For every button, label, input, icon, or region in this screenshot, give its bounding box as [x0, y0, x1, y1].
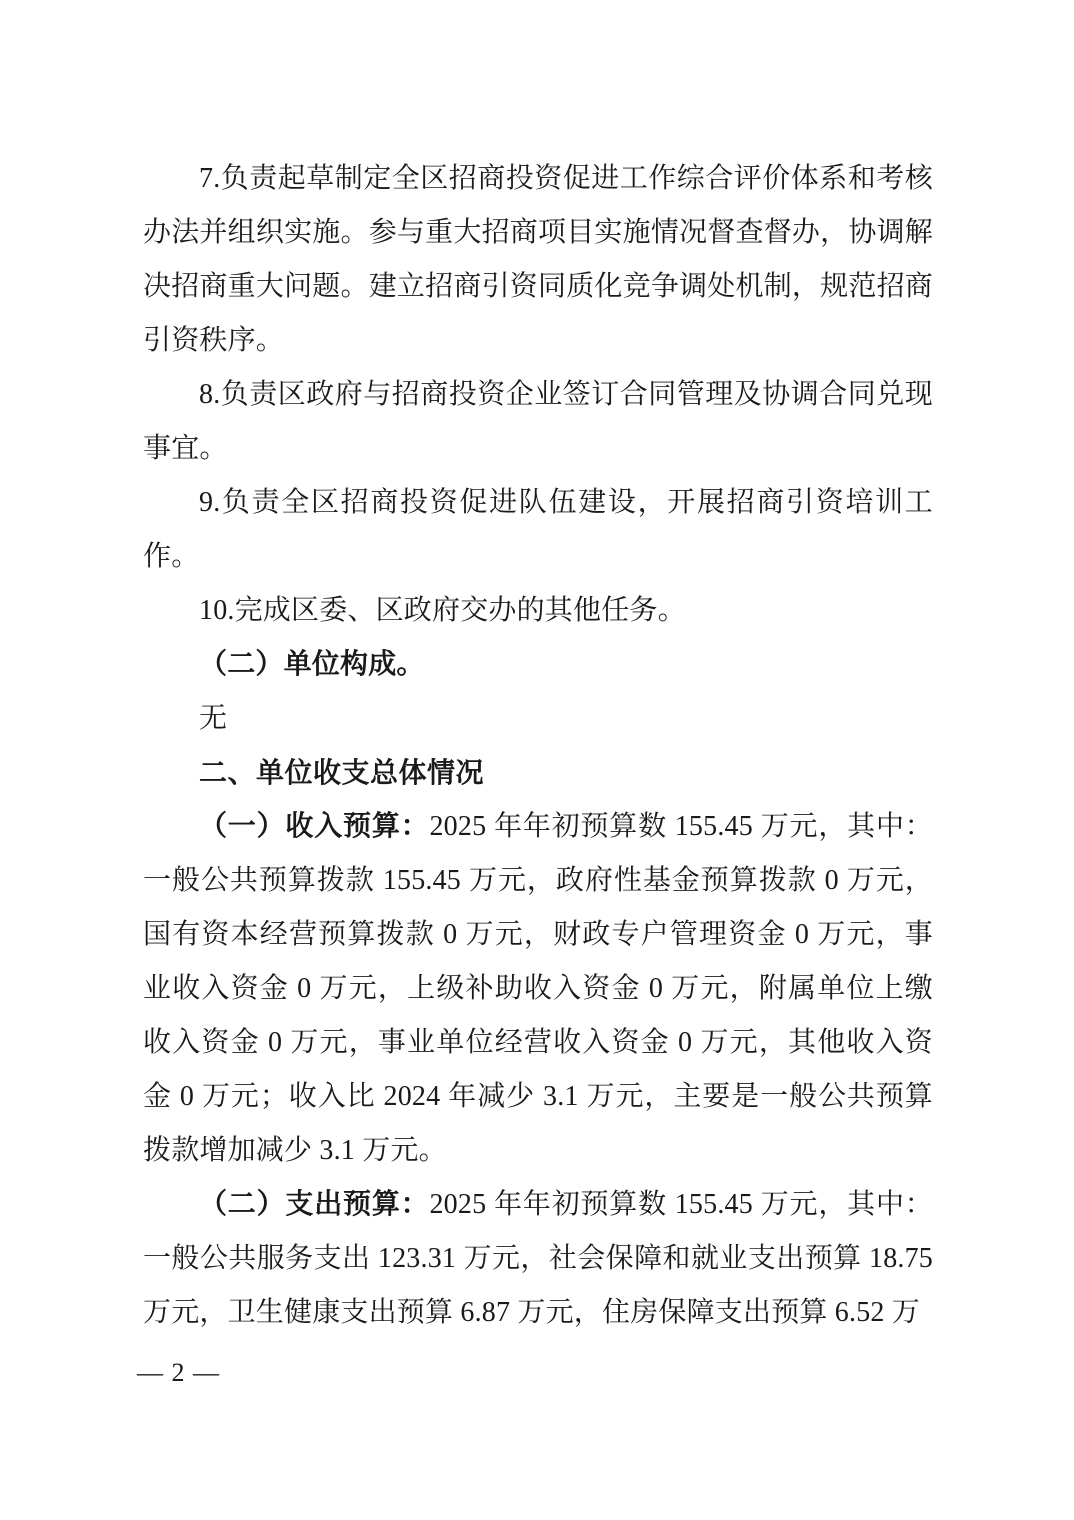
- income-budget-text: 2025 年年初预算数 155.45 万元，其中：一般公共预算拨款 155.45 万元，政府性基金预算拨款 0 万元，国有资本经营预算拨款 0 万元，财政专户管理资金 0 万元，事业收入资金 0 万元，上级补助收入资金 0 万元，附属单位上缴收入资金 0 万元，事业单位经营收入资金 0 万元，其他收入资金 0 万元；收入比 2024 年减少 3.1 万元，主要是一般公共预算拨款增加减少 3.1 万元。: [143, 811, 933, 1166]
- paragraph-duty-9: 9.负责全区招商投资促进队伍建设，开展招商引资培训工作。: [143, 487, 933, 572]
- section-heading-income-expenditure-overview: 二、单位收支总体情况: [199, 757, 485, 788]
- income-budget-lead: （一）收入预算：: [199, 811, 430, 842]
- subheading-unit-composition: （二）单位构成。: [199, 649, 425, 680]
- paragraph-none: 无: [199, 703, 228, 734]
- paragraph-expenditure-budget: [143, 1178, 933, 1340]
- document-body: [143, 152, 933, 1340]
- page-number: — 2 —: [137, 1358, 220, 1387]
- expenditure-budget-lead: （二）支出预算：: [199, 1189, 430, 1220]
- paragraph-income-budget: [143, 800, 933, 1178]
- paragraph-duty-8: 8.负责区政府与招商投资企业签订合同管理及协调合同兑现事宜。: [143, 379, 933, 464]
- expenditure-budget-text: 2025 年年初预算数 155.45 万元，其中：一般公共服务支出 123.31 万元，社会保障和就业支出预算 18.75 万元，卫生健康支出预算 6.87 万元，住房保障支出预算 6.52 万: [143, 1189, 933, 1328]
- paragraph-duty-10: 10.完成区委、区政府交办的其他任务。: [199, 595, 686, 626]
- paragraph-duty-7: 7.负责起草制定全区招商投资促进工作综合评价体系和考核办法并组织实施。参与重大招商项目实施情况督查督办，协调解决招商重大问题。建立招商引资同质化竞争调处机制，规范招商引资秩序。: [143, 163, 933, 356]
